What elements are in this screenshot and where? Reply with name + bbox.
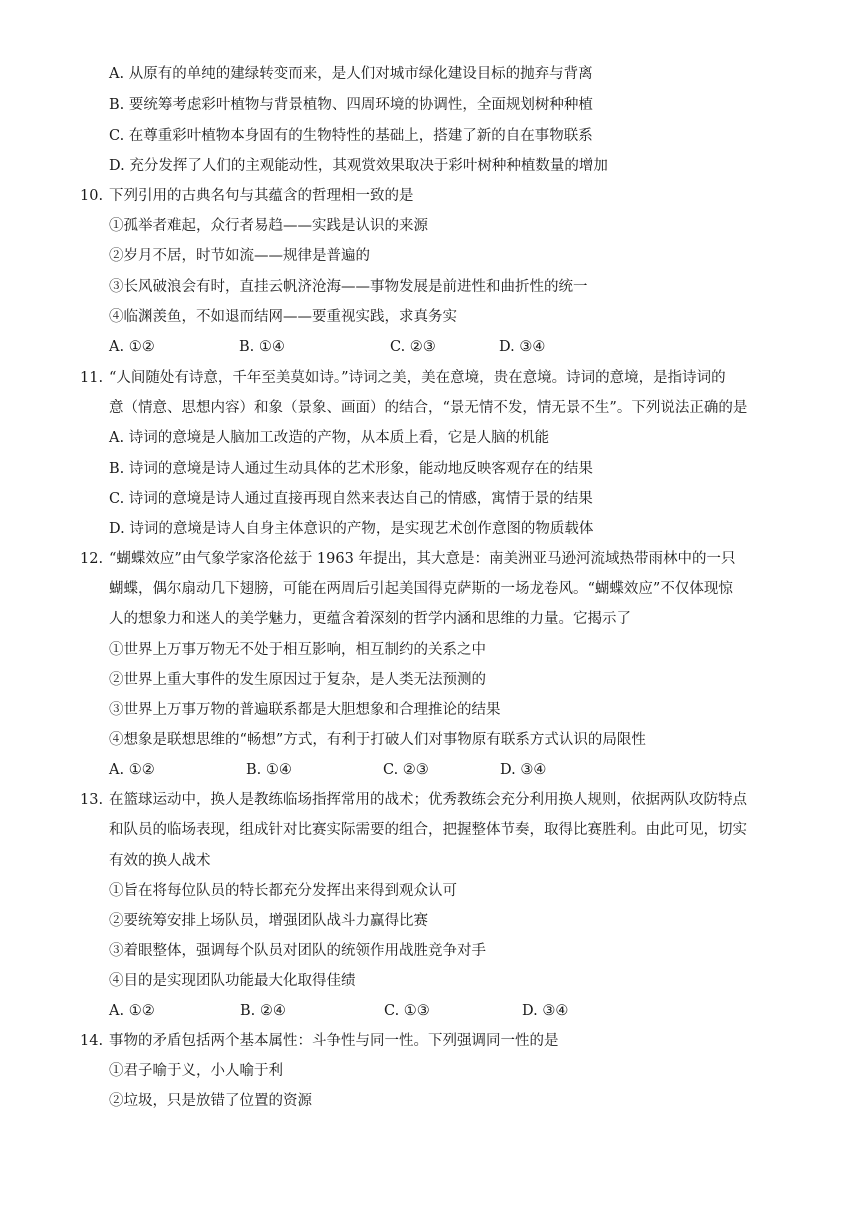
q10-choice-b: B. ①④ <box>239 339 285 355</box>
q10-stem-line-1: 下列引用的古典名句与其蕴含的哲理相一致的是 <box>109 188 414 204</box>
q13-number: 13. <box>80 792 104 808</box>
q10-choice-d: D. ③④ <box>499 339 546 355</box>
q11-option-b: B. 诗词的意境是诗人通过生动具体的艺术形象，能动地反映客观存在的结果 <box>109 461 593 477</box>
q12-choice-d: D. ③④ <box>500 762 547 778</box>
q12-item-2: ②世界上重大事件的发生原因过于复杂，是人类无法预测的 <box>109 672 486 688</box>
q13-item-2: ②要统筹安排上场队员，增强团队战斗力赢得比赛 <box>109 913 428 929</box>
q13-item-4: ④目的是实现团队功能最大化取得佳绩 <box>109 973 356 989</box>
q13-item-1: ①旨在将每位队员的特长都充分发挥出来得到观众认可 <box>109 883 457 899</box>
q10-item-3: ③长风破浪会有时，直挂云帆济沧海——事物发展是前进性和曲折性的统一 <box>109 279 588 295</box>
q14-stem-line-1: 事物的矛盾包括两个基本属性：斗争性与同一性。下列强调同一性的是 <box>109 1033 559 1049</box>
q12-number: 12. <box>80 551 104 567</box>
q12-item-4: ④想象是联想思维的“畅想”方式，有利于打破人们对事物原有联系方式认识的局限性 <box>109 732 646 748</box>
q12-stem-line-2: 蝴蝶，偶尔扇动几下翅膀，可能在两周后引起美国得克萨斯的一场龙卷风。“蝴蝶效应”不仅体现惊 <box>109 581 733 597</box>
q13-choices <box>109 1001 609 1021</box>
q10-choices <box>109 337 609 357</box>
q13-choice-c: C. ①③ <box>384 1003 430 1019</box>
q13-choice-d: D. ③④ <box>522 1003 569 1019</box>
q10-choice-a: A. ①② <box>109 339 155 355</box>
q11-number: 11. <box>80 370 104 386</box>
q13-stem-line-3: 有效的换人战术 <box>109 853 211 869</box>
q14-number: 14. <box>80 1033 104 1049</box>
q12-choice-b: B. ①④ <box>246 762 292 778</box>
q13-choice-a: A. ①② <box>109 1003 155 1019</box>
q11-stem-line-1: “人间随处有诗意，千年至美莫如诗。”诗词之美，美在意境，贵在意境。诗词的意境，是指诗词的 <box>109 370 726 386</box>
q9-option-c: C. 在尊重彩叶植物本身固有的生物特性的基础上，搭建了新的自在事物联系 <box>109 128 593 144</box>
q11-option-a: A. 诗词的意境是人脑加工改造的产物，从本质上看，它是人脑的机能 <box>109 430 550 446</box>
q9-option-a: A. 从原有的单纯的建绿转变而来，是人们对城市绿化建设目标的抛弃与背离 <box>109 66 593 82</box>
q13-choice-b: B. ②④ <box>240 1003 286 1019</box>
q12-stem-line-1: “蝴蝶效应”由气象学家洛伦兹于 1963 年提出，其大意是：南美洲亚马逊河流域热带雨林中的一只 <box>109 551 736 567</box>
q12-choices <box>109 760 609 780</box>
q12-choice-c: C. ②③ <box>383 762 429 778</box>
q12-choice-a: A. ①② <box>109 762 155 778</box>
q9-option-b: B. 要统筹考虑彩叶植物与背景植物、四周环境的协调性，全面规划树种种植 <box>109 97 593 113</box>
q10-item-1: ①孤举者难起，众行者易趋——实践是认识的来源 <box>109 218 428 234</box>
q13-stem-line-2: 和队员的临场表现，组成针对比赛实际需要的组合，把握整体节奏，取得比赛胜利。由此可见，切实 <box>109 822 747 838</box>
q13-item-3: ③着眼整体，强调每个队员对团队的统领作用战胜竞争对手 <box>109 943 486 959</box>
q10-choice-c: C. ②③ <box>390 339 436 355</box>
q12-item-1: ①世界上万事万物无不处于相互影响，相互制约的关系之中 <box>109 642 486 658</box>
q14-item-2: ②垃圾，只是放错了位置的资源 <box>109 1093 312 1109</box>
q10-item-2: ②岁月不居，时节如流——规律是普遍的 <box>109 248 370 264</box>
q10-number: 10. <box>80 188 104 204</box>
q9-option-d: D. 充分发挥了人们的主观能动性，其观赏效果取决于彩叶树种种植数量的增加 <box>109 158 608 174</box>
q11-option-c: C. 诗词的意境是诗人通过直接再现自然来表达自己的情感，寓情于景的结果 <box>109 491 593 507</box>
q12-item-3: ③世界上万事万物的普遍联系都是大胆想象和合理推论的结果 <box>109 702 501 718</box>
q11-option-d: D. 诗词的意境是诗人自身主体意识的产物，是实现艺术创作意图的物质载体 <box>109 521 594 537</box>
q12-stem-line-3: 人的想象力和迷人的美学魅力，更蕴含着深刻的哲学内涵和思维的力量。它揭示了 <box>109 611 631 627</box>
q14-item-1: ①君子喻于义，小人喻于利 <box>109 1063 283 1079</box>
q11-stem-line-2: 意（情意、思想内容）和象（景象、画面）的结合，“景无情不发，情无景不生”。下列说法正确的是 <box>109 400 748 416</box>
q13-stem-line-1: 在篮球运动中，换人是教练临场指挥常用的战术；优秀教练会充分利用换人规则，依据两队攻防特点 <box>109 792 747 808</box>
q10-item-4: ④临渊羡鱼，不如退而结网——要重视实践，求真务实 <box>109 309 457 325</box>
